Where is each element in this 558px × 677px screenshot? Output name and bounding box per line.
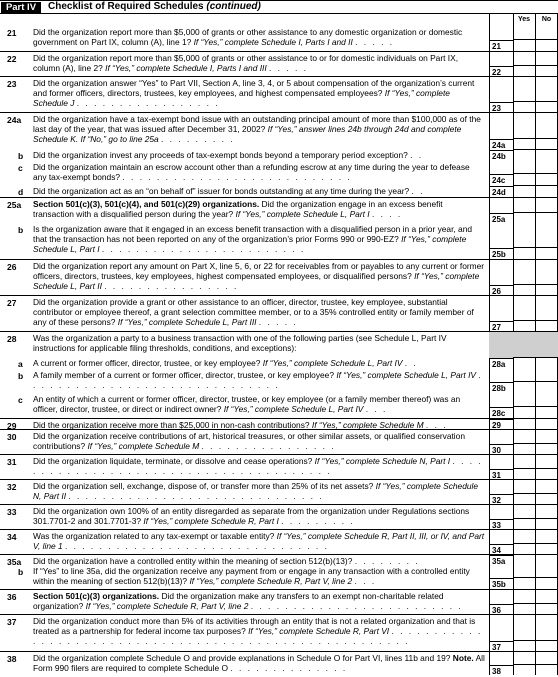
- line-code-label: 24d: [489, 186, 513, 197]
- question-bold-lead: Section 501(c)(3), 501(c)(4), and 501(c)(29) organizations.: [33, 199, 260, 209]
- line-number: 21: [7, 28, 17, 38]
- question-body: Did the organization invest any proceeds of tax-exempt bonds beyond a temporary period exception?: [33, 150, 408, 160]
- line-code-label: 37: [489, 641, 513, 652]
- schedule-instruction: If “Yes,” complete Schedule R, Part V, line 2: [85, 601, 249, 612]
- question-body: A family member of a current or former officer, director, trustee, or key employee?: [33, 370, 337, 380]
- question-body: Did the organization receive contributions of art, historical treasures, or other similar assets, or qualified conservation contributions?: [33, 431, 465, 452]
- schedule-instruction: If “Yes,” complete Schedule J: [33, 88, 450, 109]
- yes-answer-cell[interactable]: [513, 577, 535, 589]
- line-number: b: [18, 567, 24, 577]
- question-text: [33, 591, 485, 611]
- line-number: 37: [7, 617, 17, 627]
- checklist-row: [0, 295, 558, 332]
- question-body: Did the organization answer “Yes” to Part VII, Section A, line 3, 4, or 5 about compensation of the organization’s current and former officers, directors, trustees, key employees, and highest compensated employees?: [33, 78, 475, 99]
- line-number: 34: [7, 532, 17, 542]
- no-answer-cell[interactable]: [535, 247, 558, 259]
- no-answer-cell[interactable]: [535, 381, 558, 393]
- yes-answer-cell[interactable]: [513, 381, 535, 393]
- line-number: b: [18, 225, 24, 235]
- line-number: 26: [7, 262, 17, 272]
- leader-dots: . . . . . . . . . . . . . . . . . . . . . . . .: [101, 244, 306, 255]
- checklist-row: [0, 614, 558, 652]
- question-text: [33, 616, 485, 647]
- no-answer-cell[interactable]: [535, 577, 558, 589]
- question-text: [33, 333, 485, 353]
- yes-answer-cell[interactable]: [513, 185, 535, 197]
- schedule-instruction: If “Yes,” complete Schedule L, Part III: [117, 317, 257, 328]
- question-text: [33, 261, 485, 292]
- leader-dots: . . . . . . . . .: [281, 516, 355, 527]
- part-title-text: Checklist of Required Schedules: [48, 1, 204, 12]
- line-number: 27: [7, 298, 17, 308]
- schedule-instruction: If “Yes,” complete Schedule M: [87, 441, 200, 452]
- question-body: Was the organization related to any tax-exempt or taxable entity?: [33, 531, 277, 541]
- question-body: Did the organization conduct more than 5% of its activities through an entity that is not a related organization and that is treated as a partnership for federal income tax purposes?: [33, 616, 476, 637]
- leader-dots: . . .: [354, 576, 377, 587]
- line-code-label: 33: [489, 519, 513, 530]
- no-column-header: No: [541, 16, 552, 23]
- line-code-label: 24b: [489, 150, 513, 161]
- question-text: [33, 431, 485, 451]
- question-body-continued: All Form 990 filers are required to complete Schedule O: [33, 653, 485, 674]
- line-number: 28: [7, 334, 17, 344]
- leader-dots: . . . . . . . . . . . . . . . . . . . . . . . . . . . . . .: [68, 491, 324, 502]
- line-code-label: 28b: [489, 382, 513, 393]
- question-body: Did the organization make any transfers to an exempt non-charitable related organization?: [33, 591, 444, 612]
- question-bold-lead: Section 501(c)(3) organizations.: [33, 591, 160, 601]
- line-number: 29: [7, 421, 17, 431]
- leader-dots: . . . . . . . . . . . . . . . . . . . . . . . . .: [250, 601, 463, 612]
- line-number: 32: [7, 482, 17, 492]
- schedule-instruction: If “Yes,” complete Schedule M: [311, 420, 424, 430]
- question-body: Is the organization aware that it engaged in an excess benefit transaction with a disqualified person in a prior year, and that the transaction has not been reported on any of the organization’s prior Forms 990 or 990-EZ?: [33, 224, 473, 245]
- schedule-instruction: If “Yes,” answer lines 24b through 24d and complete Schedule K. If “No,” go to line 25a: [33, 124, 462, 145]
- line-code-label: 34: [489, 544, 513, 555]
- no-answer-cell[interactable]: [535, 149, 558, 161]
- checklist-row: [0, 112, 558, 150]
- question-text: [33, 114, 485, 145]
- leader-dots: . .: [410, 150, 424, 160]
- checklist-row: [0, 429, 558, 455]
- no-answer-cell[interactable]: [535, 357, 558, 369]
- line-number: c: [18, 163, 23, 173]
- leader-dots: . . .: [425, 420, 448, 430]
- schedule-instruction: If “Yes,” complete Schedule R, Part II, III, or IV, and Part V, line 1: [33, 531, 485, 552]
- checklist-row: [0, 565, 558, 589]
- question-body: Did the organization act as an “on behalf of” issuer for bonds outstanding at any time during the year?: [33, 186, 410, 196]
- leader-dots: . .: [411, 186, 425, 196]
- checklist-row: [0, 454, 558, 480]
- question-body: Did the organization have a controlled entity within the meaning of section 512(b)(13)?: [33, 556, 353, 566]
- schedule-instruction: If “Yes,” complete Schedule L, Part IV: [223, 404, 364, 415]
- schedule-instruction: If “Yes,” complete Schedule R, Part VI: [248, 626, 390, 637]
- line-number: 25a: [7, 200, 22, 210]
- no-answer-cell[interactable]: [535, 185, 558, 197]
- question-body: If “Yes” to line 35a, did the organization receive any payment from or engage in any transaction with a controlled entity within the meaning of section 512(b)(13)?: [33, 566, 470, 587]
- yes-answer-cell[interactable]: [513, 247, 535, 259]
- checklist-row: [0, 259, 558, 296]
- line-number: 33: [7, 507, 17, 517]
- line-code-label: 25b: [489, 248, 513, 259]
- line-code-label: 28c: [489, 407, 513, 418]
- line-number: 38: [7, 654, 17, 664]
- question-text: [33, 566, 485, 586]
- leader-dots: . . . . .: [258, 317, 298, 328]
- leader-dots: . . . . . . . . . . . . . . . . . . . . . . . . . . . . . . . . . . . . . . .: [33, 456, 483, 477]
- no-answer-cell[interactable]: [535, 664, 558, 676]
- line-code-label: 36: [489, 604, 513, 615]
- schedule-instruction: If “Yes,” complete Schedule L, Part IV: [262, 358, 403, 368]
- leader-dots: . . . . . . . . . . . . . . . .: [201, 441, 336, 452]
- question-text: [33, 653, 485, 673]
- leader-dots: . . . . . . . . .: [161, 134, 235, 145]
- part-title-suffix: (continued): [206, 1, 261, 12]
- leader-dots: . . . . . . . . . . . . . . . . . . . . . . . . . . . . . . .: [64, 541, 329, 552]
- leader-dots: . . . . .: [355, 37, 395, 48]
- line-number: a: [18, 359, 23, 369]
- question-text: [33, 531, 485, 551]
- leader-dots: . . . .: [371, 209, 403, 220]
- line-code-label: 25a: [489, 213, 513, 224]
- line-code-label: 35a: [489, 555, 513, 566]
- line-code-label: 22: [489, 66, 513, 77]
- line-code-label: 32: [489, 494, 513, 505]
- line-number: b: [18, 371, 24, 381]
- schedule-instruction: If “Yes,” complete Schedule L, Part I: [235, 209, 370, 220]
- yes-answer-cell[interactable]: [513, 149, 535, 161]
- checklist-row: [0, 357, 558, 369]
- line-number: 24a: [7, 115, 22, 125]
- question-text: [33, 162, 485, 182]
- question-text: [33, 53, 485, 73]
- leader-dots: . .: [404, 358, 418, 368]
- question-body: Did the organization report more than $5,000 of grants or other assistance to or for domestic individuals on Part IX, column (A), line 2?: [33, 53, 459, 74]
- question-text: [33, 370, 485, 390]
- line-code-label: 38: [489, 665, 513, 676]
- schedule-instruction: If “Yes,” complete Schedule R, Part I: [143, 516, 279, 527]
- leader-dots: . . . . .: [269, 63, 308, 74]
- yes-answer-cell[interactable]: [513, 173, 535, 185]
- question-text: [33, 27, 485, 47]
- question-body: Did the organization have a tax-exempt bond issue with an outstanding principal amount of more than $100,000 as of the last day of the year, that was issued after December 31, 2002?: [33, 114, 481, 135]
- part-label: Part IV: [1, 2, 41, 13]
- checklist-row: [0, 26, 558, 51]
- line-number: d: [18, 187, 24, 197]
- checklist-row: [0, 529, 558, 555]
- question-text: [33, 481, 485, 501]
- leader-dots: . . . . . . . . . . . . . . . . . . . . . . . . . . . . . .: [33, 370, 483, 391]
- question-text: [33, 186, 485, 196]
- question-body: Did the organization receive more than $25,000 in non-cash contributions?: [33, 420, 312, 430]
- shaded-answer-area: [489, 332, 558, 358]
- question-text: [33, 150, 485, 160]
- leader-dots: . . . . . . . . . . . . . . . . .: [76, 98, 220, 109]
- line-code-label: 24c: [489, 174, 513, 185]
- checklist-row: [0, 76, 558, 113]
- question-body: Did the organization sell, exchange, dispose of, or transfer more than 25% of its net assets?: [33, 481, 376, 491]
- leader-dots: . . . . . . . . . . . . . . . . . . . . . . . . . . .: [122, 172, 352, 183]
- yes-answer-cell[interactable]: [513, 406, 535, 418]
- line-number: 30: [7, 432, 17, 442]
- line-code-label: 29: [489, 419, 513, 430]
- question-text: [33, 358, 485, 368]
- line-number: 31: [7, 457, 17, 467]
- question-body: Did the organization maintain an escrow account other than a refunding escrow at any time during the year to defease any tax-exempt bonds?: [33, 162, 470, 183]
- question-text: [33, 78, 485, 109]
- checklist-row: [0, 197, 558, 224]
- checklist-row: [0, 223, 558, 259]
- yes-answer-cell[interactable]: [513, 39, 535, 51]
- line-code-label: 27: [489, 321, 513, 332]
- no-answer-cell[interactable]: [535, 173, 558, 185]
- line-number: c: [18, 395, 23, 405]
- leader-dots: . . . . . . . .: [354, 556, 420, 566]
- part-header: [0, 0, 558, 14]
- checklist-row: [0, 161, 558, 185]
- line-number: 22: [7, 54, 17, 64]
- line-code-label: 31: [489, 469, 513, 480]
- question-body: Did the organization provide a grant or other assistance to an officer, director, trustee, key employee, substantial contributor or employee thereof, a grant selection committee member, or to a 35% controlled entity or family member of any of these persons?: [33, 297, 474, 328]
- line-code-label: 24a: [489, 139, 513, 150]
- schedule-instruction: If “Yes,” complete Schedule R, Part V, line 2: [189, 576, 353, 587]
- line-number: 35a: [7, 557, 22, 567]
- checklist-row: [0, 504, 558, 530]
- line-code-label: 23: [489, 102, 513, 113]
- line-code-label: 26: [489, 285, 513, 296]
- leader-dots: . . . . . . . . . . . . . . . . . . . . . . . . . . . . . . . . . . . . . . . . . . . . . . . . . . . . . . .: [33, 626, 483, 647]
- line-number: 36: [7, 592, 17, 602]
- question-body: A current or former officer, director, trustee, or key employee?: [33, 358, 263, 368]
- yes-answer-cell[interactable]: [513, 357, 535, 369]
- checklist-row: [0, 331, 558, 358]
- schedule-instruction: If “Yes,” complete Schedule I, Parts I and III: [105, 63, 267, 74]
- yes-column-header: Yes: [517, 16, 531, 23]
- schedule-instruction: If “Yes,” complete Schedule L, Part IV: [336, 370, 476, 380]
- checklist-row: [0, 589, 558, 615]
- schedule-instruction: If “Yes,” complete Schedule N, Part I: [314, 456, 451, 466]
- line-code-label: 28a: [489, 358, 513, 369]
- question-text: [33, 506, 485, 526]
- no-answer-cell[interactable]: [535, 406, 558, 418]
- question-body: An entity of which a current or former officer, director, trustee, or key employee (or a family member thereof) was an officer, director, trustee, or direct or indirect owner?: [33, 394, 461, 415]
- checklist-row: [0, 51, 558, 77]
- part-title: [48, 1, 261, 13]
- question-body: Did the organization own 100% of an entity disregarded as separate from the organization under Regulations sections 301.7701-2 and 301.7701-3?: [33, 506, 470, 527]
- question-text: [33, 456, 485, 476]
- checklist-row: [0, 479, 558, 505]
- line-code-label: 30: [489, 444, 513, 455]
- line-number: b: [18, 151, 24, 161]
- yes-answer-cell[interactable]: [513, 664, 535, 676]
- line-number: 23: [7, 79, 17, 89]
- leader-dots: . . . . . . . . . . . . . . . .: [104, 281, 239, 292]
- no-answer-cell[interactable]: [535, 39, 558, 51]
- question-note-label: Note.: [452, 653, 474, 663]
- question-body: Did the organization report more than $5,000 of grants or other assistance to any domestic organization or domestic government on Part IX, column (A), line 1?: [33, 27, 463, 48]
- checklist-row: [0, 369, 558, 393]
- checklist-row: [0, 393, 558, 418]
- schedule-instruction: If “Yes,” complete Schedule L, Part II: [33, 271, 480, 292]
- schedule-instruction: If “Yes,” complete Schedule N, Part II: [33, 481, 479, 502]
- question-text: [33, 224, 485, 255]
- schedule-instruction: If “Yes,” complete Schedule L, Part I: [33, 234, 467, 255]
- question-body: Did the organization complete Schedule O and provide explanations in Schedule O for Part VI, lines 11b and 19?: [33, 653, 453, 663]
- line-code-label: 35b: [489, 578, 513, 589]
- schedule-instruction: If “Yes,” complete Schedule I, Parts I and II: [193, 37, 353, 48]
- question-text: [33, 297, 485, 328]
- leader-dots: . . .: [365, 404, 388, 415]
- question-body: Did the organization report any amount on Part X, line 5, 6, or 22 for receivables from or payables to any current or former officers, directors, trustees, key employees, highest compensated employees, or disqualified persons?: [33, 261, 485, 282]
- checklist-row: [0, 185, 558, 197]
- checklist-row: [0, 149, 558, 161]
- checklist-row: [0, 651, 558, 676]
- question-body: Did the organization engage in an excess benefit transaction with a disqualified person during the year?: [33, 199, 443, 220]
- question-body: Did the organization liquidate, terminate, or dissolve and cease operations?: [33, 456, 315, 466]
- question-body: Was the organization a party to a business transaction with one of the following parties (see Schedule L, Part IV instructions for applicable filing thresholds, conditions, and exceptions):: [33, 333, 447, 354]
- question-text: [33, 394, 485, 414]
- line-code-label: 21: [489, 40, 513, 51]
- question-text: [33, 199, 485, 219]
- leader-dots: . . . . . . . . . . . . . .: [230, 663, 348, 674]
